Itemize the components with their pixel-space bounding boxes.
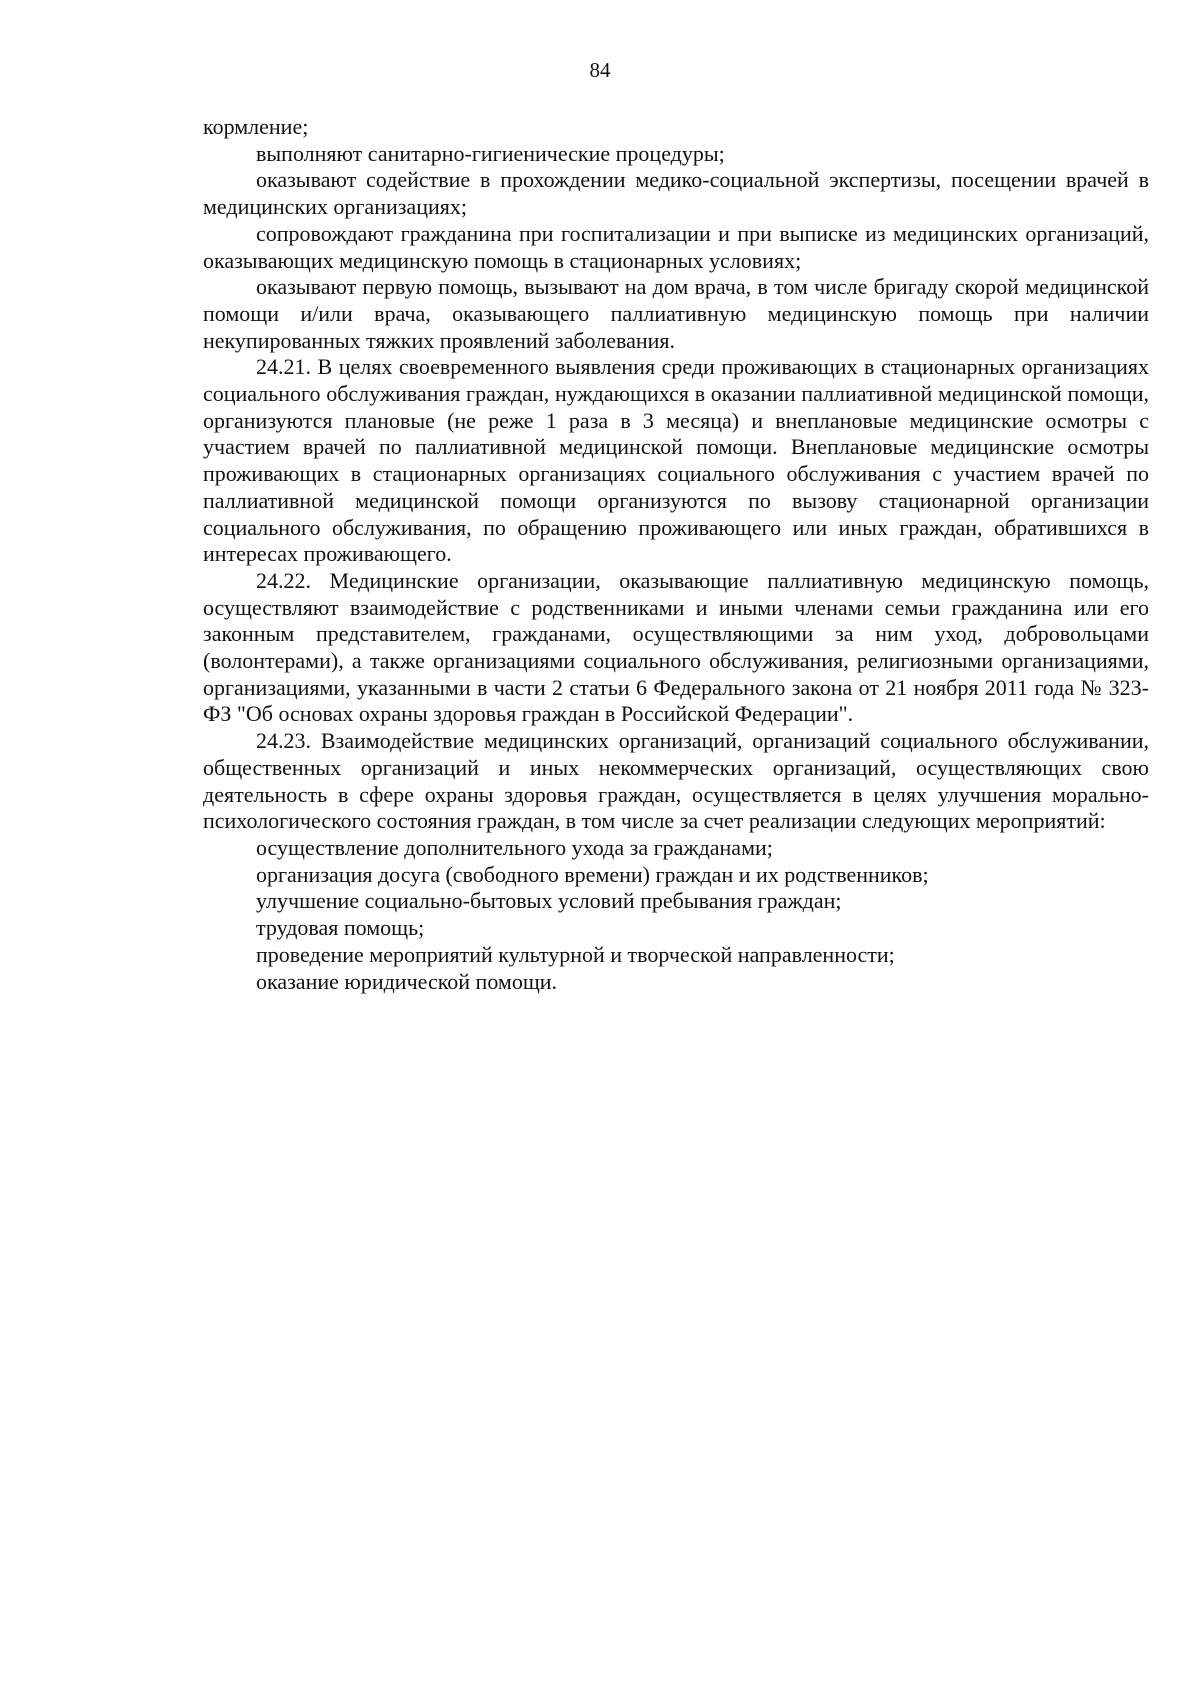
list-item: улучшение социально-бытовых условий пребывания граждан; [256,888,842,914]
list-item: организация досуга (свободного времени) граждан и их родственников; [256,861,929,887]
page-number: 84 [589,58,611,82]
paragraph-24-21: 24.21. В целях своевременного выявления среди проживающих в стационарных организациях социального обслуживания граждан, нуждающихся в оказании паллиативной медицинской помощи, организуются плановые (не реже 1 раза в 3 месяца) и внеплановые медицинские осмотры с участием врачей по паллиативной медицинской помощи. Внеплановые медицинские осмотры проживающих в стационарных организациях социального обслуживания с участием врачей по паллиативной медицинской помощи организуются по вызову стационарной организации социального обслуживания, по обращению проживающего или иных граждан, обратившихся в интересах проживающего. [203,354,1149,567]
paragraph-24-23: 24.23. Взаимодействие медицинских организаций, организаций социального обслуживании, общественных организаций и иных некоммерческих организаций, осуществляющих свою деятельность в сфере охраны здоровья граждан, осуществляется в целях улучшения морально-психологического состояния граждан, в том числе за счет реализации следующих мероприятий: [203,728,1149,834]
list-item: трудовая помощь; [256,915,425,941]
list-item: проведение мероприятий культурной и творческой направленности; [256,941,895,967]
paragraph-24-22: 24.22. Медицинские организации, оказывающие паллиативную медицинскую помощь, осуществляют взаимодействие с родственниками и иными членами семьи гражданина или его законным представителем, гражданами, осуществляющими за ним уход, добровольцами (волонтерами), а также организациями социального обслуживания, религиозными организациями, организациями, указанными в части 2 статьи 6 Федерального закона от 21 ноября 2011 года № 323-ФЗ "Об основах охраны здоровья граждан в Российской Федерации". [203,567,1149,727]
paragraph-feeding: кормление; [203,114,309,139]
list-item: осуществление дополнительного ухода за гражданами; [256,834,773,860]
paragraph-first-aid: оказывают первую помощь, вызывают на дом врача, в том числе бригаду скорой медицинской помощи и/или врача, оказывающего паллиативную медицинскую помощь при наличии некупированных тяжких проявлений заболевания. [203,274,1149,353]
paragraph-expertise-assistance: оказывают содействие в прохождении медико-социальной экспертизы, посещении врачей в медицинских организациях; [203,167,1149,220]
paragraph-hygiene: выполняют санитарно-гигиенические процедуры; [256,140,725,166]
paragraph-hospitalization-escort: сопровождают гражданина при госпитализации и при выписке из медицинских организаций, оказывающих медицинскую помощь в стационарных условиях; [203,220,1149,273]
document-body [203,114,1149,995]
list-item: оказание юридической помощи. [256,968,558,994]
